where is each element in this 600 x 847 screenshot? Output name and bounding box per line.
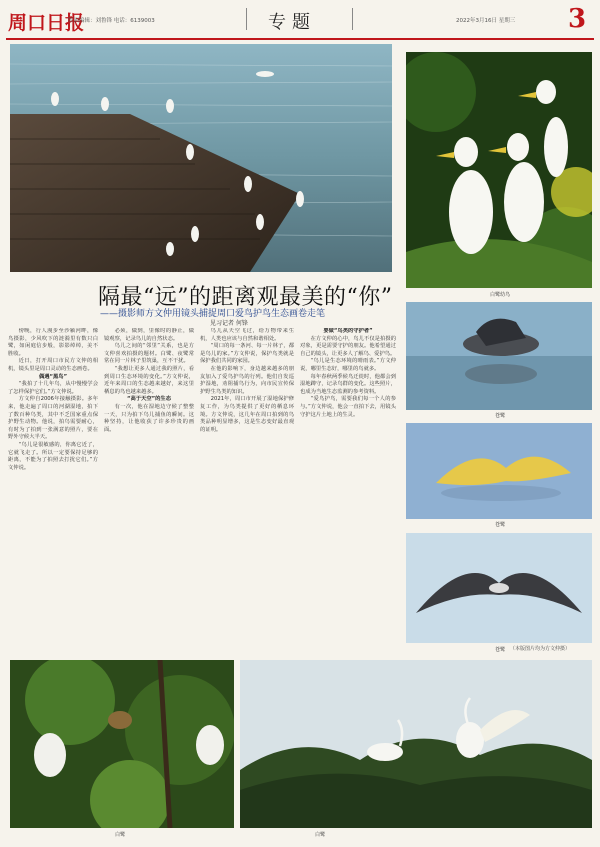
paragraph: “我拍了十几年鸟，从中慢慢学会了怎样保护它们。”方文仲说。	[8, 381, 98, 395]
subheading: 偶遇“黑鸟”	[38, 373, 68, 380]
paragraph: “爱鸟护鸟，需要我们每一个人的参与。”方文仲说，他会一直拍下去，用镜头守护这片土地上的生灵。	[300, 396, 396, 418]
article-column-2	[104, 328, 194, 658]
photo-caption: 苍鹭	[494, 522, 505, 528]
paragraph: 近日，打开周口市民方文仲的相机，镜头里是周口灵动的生态画卷。	[8, 358, 98, 372]
egrets-on-treetop-image	[240, 660, 592, 828]
heron-reflection-image	[406, 302, 592, 410]
egrets-in-tree-image	[10, 660, 234, 828]
article-column-3	[200, 328, 294, 658]
newspaper-logo: 周口日报	[8, 12, 85, 34]
paragraph: 傍晚，行人漫步至沙颍河畔，像鸟摄影，少风吹下的涟漪里有数只白鹭，如闲庭信步般，影影绰绰，美不胜收。	[8, 328, 98, 357]
photo-egrets-on-treetop	[240, 660, 592, 828]
photo-heron-flying-yellow	[406, 423, 592, 519]
young-egrets-image	[406, 52, 592, 288]
paragraph: 在他的影响下，身边越来越多的朋友加入了爱鸟护鸟的行列。他们自发巡护湿地，劝阻捕鸟行为，向市民宣传保护野生鸟类的知识。	[200, 365, 294, 395]
paragraph: 鸟儿之间的“邻里”关系，也是方文仲喜欢拍摄的题材。白鹭、夜鹭常常在同一片林子里筑巢，互不干扰。	[104, 343, 194, 365]
photo-heron-reflection	[406, 302, 592, 410]
egrets-embankment-image	[10, 44, 392, 272]
editor-info: 版面编辑：刘鲁锋 电话：6139003	[68, 18, 155, 24]
main-photo-egrets-embankment	[10, 44, 392, 272]
photo-caption: 白鹭	[114, 832, 125, 838]
divider	[246, 8, 247, 30]
paragraph: “我想让更多人通过我的照片，看到周口生态环境的变化。”方文仲说，近年来周口的生态越来越好，来这里栖息的鸟也越来越多。	[104, 365, 194, 395]
photo-caption: 苍鹭	[494, 413, 505, 419]
paragraph: 方文仲自2006年接触摄影。多年来，他走遍了周口的河湖湿地，拍下了数百种鸟类，其中不乏国家重点保护野生动物。他说，拍鸟需要耐心，有时为了拍到一张满意的照片，要在野外守候大半天。	[8, 396, 98, 441]
paragraph: “周口的每一条河、每一片林子，都是鸟儿的家。”方文仲说，保护鸟类就是保护我们共同的家园。	[200, 343, 294, 365]
paragraph: “鸟儿是生态环境的晴雨表。”方文仲说，哪里生态好，哪里的鸟就多。	[300, 358, 396, 372]
photo-caption: 白鹭	[314, 832, 325, 838]
article-column-4	[300, 328, 396, 646]
photo-egrets-in-tree	[10, 660, 234, 828]
paragraph: “鸟儿是很敏感的，你离它近了，它就飞走了。所以一定要保持足够的距离，不能为了拍照去打扰它们。”方文仲说。	[8, 441, 98, 471]
article-byline: 见习记者 何锋	[210, 320, 248, 327]
article-subtitle: ——摄影师方文仲用镜头捕捉周口爱鸟护鸟生态画卷走笔	[100, 309, 326, 319]
page-number: 3	[568, 4, 587, 34]
article-column-1	[8, 328, 98, 658]
heron-spread-wings-image	[406, 533, 592, 643]
article-headline: 隔最“远”的距离观最美的“你”	[98, 285, 393, 310]
paragraph: 必须，做到，里像时的静止，做镜观察，记录鸟儿的自然状态。	[104, 328, 194, 342]
divider	[352, 8, 353, 30]
photo-young-egrets	[406, 52, 592, 288]
paragraph: 在方文仲的心中，鸟儿不仅是拍摄的对象，更是需要守护的朋友。他希望通过自己的镜头，让更多人了解鸟、爱护鸟。	[300, 335, 396, 357]
photo-credit: （本版图片均为方文仲摄）	[510, 646, 571, 652]
subheading: 要做“鸟类的守护者”	[323, 328, 373, 334]
page-header	[0, 0, 600, 40]
issue-date: 2022年3月16日 星期三	[456, 18, 516, 24]
paragraph: 每年春秋两季候鸟迁徙时，他都会到湿地蹲守，记录鸟群的变化。这些照片，也成为当地生态监测的参考资料。	[300, 373, 396, 395]
photo-caption: 苍鹭	[494, 647, 505, 653]
paragraph: 鸟儿从天空飞过，给万物带来生机，人类也应该与自然和谐相处。	[200, 328, 294, 342]
heron-flying-yellow-image	[406, 423, 592, 519]
header-rule	[6, 38, 594, 40]
paragraph: 有一次，他在湿地边守候了整整一天，只为拍下鸟儿捕鱼的瞬间。这种坚持，让他收获了许多珍贵的画面。	[104, 403, 194, 433]
paragraph: 2021年，周口市开展了湿地保护修复工作，为鸟类提供了更好的栖息环境。方文仲说，这几年在周口拍到的鸟类品种明显增多，这是生态变好最直观的证明。	[200, 396, 294, 433]
photo-heron-spread-wings	[406, 533, 592, 643]
section-title: 专题	[268, 12, 316, 33]
photo-caption: 白鹭幼鸟	[489, 292, 510, 298]
subheading: “高于天空”的生态	[126, 396, 172, 403]
